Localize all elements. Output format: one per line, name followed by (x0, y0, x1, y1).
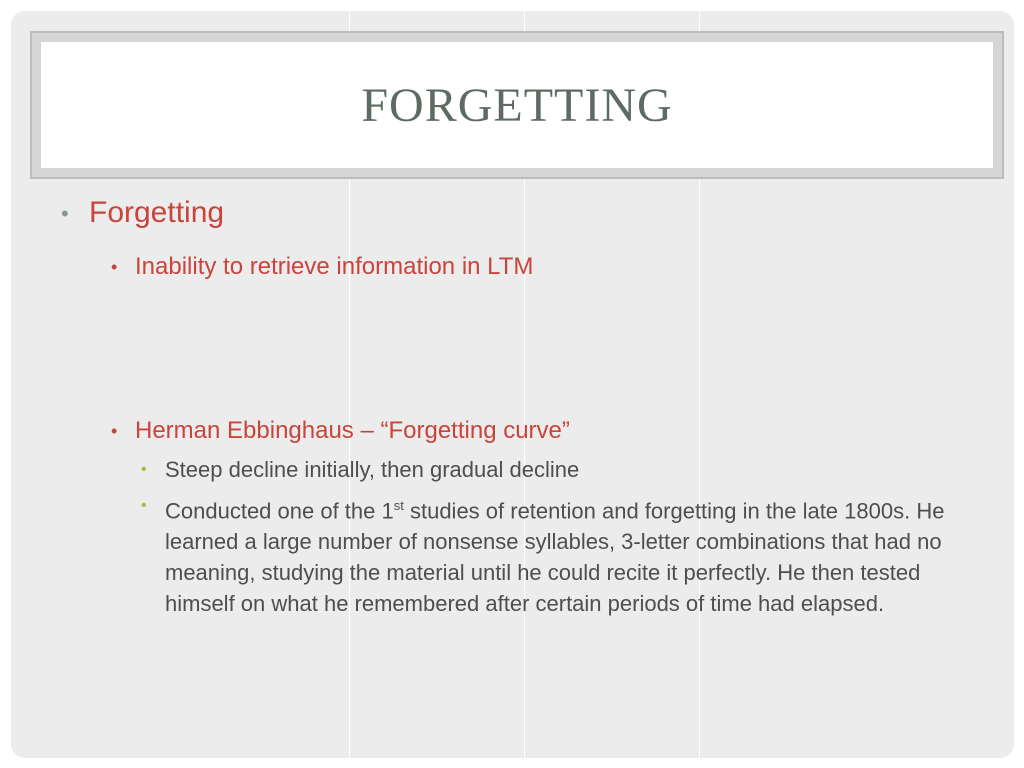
bullet-level1-forgetting (61, 196, 224, 232)
slide (11, 11, 1014, 758)
bullet-text: Steep decline initially, then gradual decline (165, 457, 580, 482)
bullet-text: Herman Ebbinghaus – “Forgetting curve” (135, 417, 570, 444)
bullet-icon: • (61, 201, 69, 226)
bullet-text: Forgetting (89, 196, 225, 229)
slide-title: FORGETTING (361, 78, 673, 132)
title-box (41, 42, 993, 168)
bullet-icon: • (111, 421, 118, 441)
bullet-icon: • (111, 257, 118, 277)
bullet-level3-steep-decline (141, 454, 579, 485)
text-part: Conducted one of the 1 (165, 498, 394, 524)
bullet-level2-ebbinghaus (111, 417, 570, 445)
text-part: studies of retention and forgetting in the late 1800s. He learned a large number of nonsense syllables, 3-letter combinations that had no meaning, studying the material until he could recite it perfectly. He then tested himself on what he remembered after certain periods of time had elapsed. (165, 498, 951, 617)
bullet-text: Inability to retrieve information in LTM (135, 253, 534, 280)
superscript-ordinal: st (393, 498, 404, 513)
bullet-level2-inability (111, 253, 533, 281)
bullet-icon: • (141, 461, 147, 478)
bullet-icon: • (141, 497, 147, 514)
bullet-level3-conducted (141, 490, 971, 619)
title-frame (30, 31, 1004, 179)
bullet-text (165, 490, 971, 619)
